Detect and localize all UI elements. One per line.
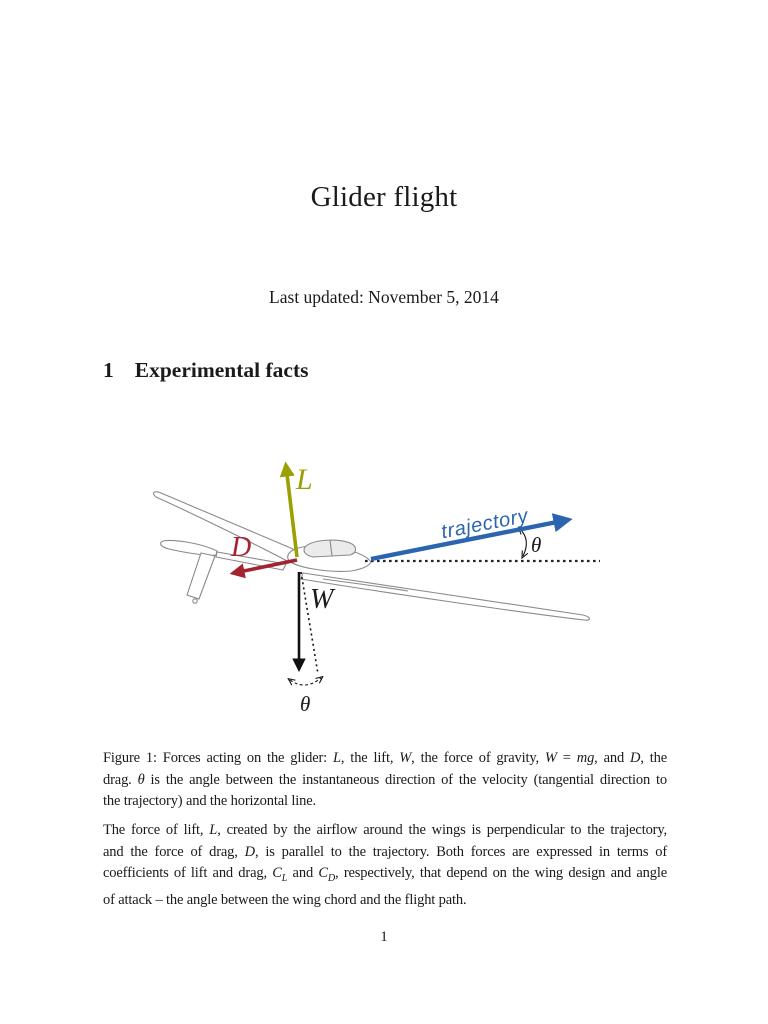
glider-horizontal-stabilizer bbox=[161, 540, 217, 555]
text-line: The force of lift, L, created by the airflow around the wings is perpendicular to the trajectory, bbox=[103, 822, 667, 838]
text-line: and the force of drag, D, is parallel to the trajectory. Both forces are expressed in terms of bbox=[103, 843, 667, 860]
glider-forces-diagram bbox=[103, 440, 663, 732]
figure-caption bbox=[103, 748, 667, 813]
page-title: Glider flight bbox=[310, 181, 458, 213]
section-number: 1 bbox=[103, 358, 114, 382]
text-line: the trajectory) and the horizontal line. bbox=[103, 793, 317, 810]
glider-tail-wheel bbox=[193, 599, 197, 603]
theta-angle-arc-bottom bbox=[290, 678, 321, 685]
text-line: drag. θ is the angle between the instantaneous direction of the velocity (tangential direction to bbox=[103, 771, 667, 788]
text-line: of attack – the angle between the wing chord and the flight path. bbox=[103, 891, 467, 908]
section-heading bbox=[103, 358, 667, 383]
body-paragraph bbox=[103, 820, 667, 911]
theta-label-bottom: θ bbox=[300, 692, 311, 716]
trajectory-label: trajectory bbox=[439, 504, 531, 544]
theta-label-right: θ bbox=[531, 533, 542, 557]
drag-label: D bbox=[231, 532, 252, 563]
section-title: Experimental facts bbox=[134, 358, 309, 382]
figure-1 bbox=[103, 440, 663, 732]
glider-far-wing bbox=[154, 492, 293, 562]
glider-tail-fin bbox=[187, 553, 215, 599]
page-number: 1 bbox=[380, 929, 388, 945]
text-line: Figure 1: Forces acting on the glider: L, the lift, W, the force of gravity, W = mg, and D, the bbox=[103, 750, 667, 766]
text-line: coefficients of lift and drag, $C_L$ and $C_D$, respectively, that depend on the wing design and angle bbox=[103, 865, 668, 885]
theta-angle-arc-right bbox=[520, 529, 526, 556]
glider-near-wing bbox=[301, 573, 590, 620]
lift-label: L bbox=[296, 463, 313, 496]
weight-label: W bbox=[310, 584, 334, 615]
last-updated-line: Last updated: November 5, 2014 bbox=[269, 287, 499, 307]
